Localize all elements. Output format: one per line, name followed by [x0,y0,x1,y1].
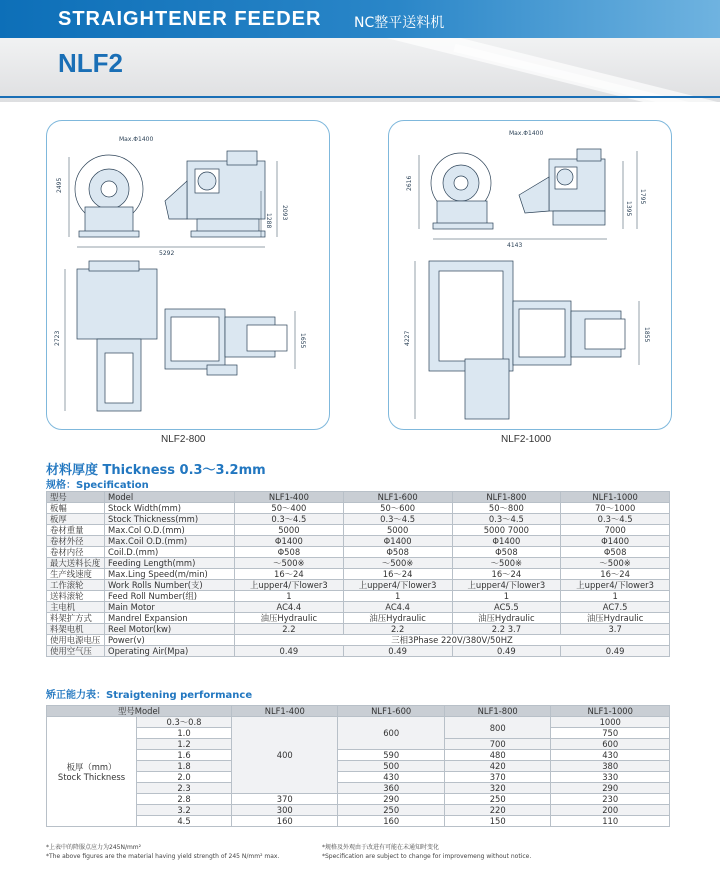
spec-row [47,569,670,580]
spec-row-cn: 料架扩方式 [47,613,105,624]
dim-coil-left: Max.Φ1400 [119,136,154,143]
spec-row-cn: 生产线速度 [47,569,105,580]
perf-row-label-cn: 板厚（mm） [66,761,117,772]
spec-cell: 上upper4/下lower3 [452,580,561,591]
perf-cell: 290 [338,794,444,805]
note-left [46,843,279,861]
spec-row-en: Stock Thickness(mm) [105,514,235,525]
spec-row-en: Reel Motor(kw) [105,624,235,635]
perf-cell: 360 [338,783,444,794]
perf-cell: 200 [551,805,670,816]
perf-cell: 110 [551,816,670,827]
spec-cell: Φ1400 [452,536,561,547]
spec-cell: 5000 7000 [452,525,561,536]
perf-cell: 480 [444,750,550,761]
spec-row-merged-value: 三相3Phase 220V/380V/50HZ [235,635,670,646]
perf-thickness: 1.0 [137,728,232,739]
performance-heading: 矫正能力表：Straigtening performance [46,690,253,701]
spec-row [47,591,670,602]
machine-drawing-right [389,121,673,431]
dim-w1-right: 4227 [404,330,411,346]
spec-cell: ～500※ [561,558,670,569]
spec-cell: 16～24 [561,569,670,580]
perf-row [47,761,670,772]
spec-cell: 1 [452,591,561,602]
perf-cell: 330 [551,772,670,783]
dim-h3-left: 1288 [265,213,272,229]
spec-row-en: Power(v) [105,635,235,646]
spec-cell: 2.2 [343,624,452,635]
perf-cell: 500 [338,761,444,772]
spec-cell: Φ508 [343,547,452,558]
header-title: STRAIGHTENER FEEDER [58,8,322,30]
note-left-en: *The above figures are the material having yield strength of 245 N/mm² max. [46,853,280,860]
dim-h2-left: 2093 [281,205,288,221]
spec-cell: 5000 [343,525,452,536]
perf-row-label [47,717,137,827]
spec-row-cn: 送料滚轮 [47,591,105,602]
dim-h2-right: 1395 [625,201,632,217]
spec-row [47,514,670,525]
perf-cell: 700 [444,739,550,750]
spec-cell: 0.49 [561,646,670,657]
spec-cell: 0.3～4.5 [343,514,452,525]
spec-row-cn: 工作滚轮 [47,580,105,591]
spec-row-en: Max.Coil O.D.(mm) [105,536,235,547]
spec-cell: 3.7 [561,624,670,635]
perf-cell: 220 [444,805,550,816]
note-right [322,843,531,861]
perf-cell: 750 [551,728,670,739]
header-rule [0,96,720,98]
drawing-caption-right: NLF2-1000 [501,434,552,445]
spec-cell: Φ1400 [235,536,344,547]
note-right-cn: *规格及外观由于改进有可能在未通知时变化 [322,844,440,851]
drawing-panel-right [388,120,672,445]
perf-cell: 1000 [551,717,670,728]
spec-cell: 16～24 [452,569,561,580]
header-subtitle: NC整平送料机 [354,15,445,31]
spec-row [47,646,670,657]
perf-col-header: NLF1-400 [232,706,338,717]
spec-cell: 50～600 [343,503,452,514]
spec-row-en: Operating Air(Mpa) [105,646,235,657]
spec-cell: 油压Hydraulic [343,613,452,624]
spec-cell: 1 [235,591,344,602]
dim-len-left: 5292 [159,250,175,257]
spec-cell: 50～400 [235,503,344,514]
perf-cell: 160 [232,816,338,827]
spec-row [47,624,670,635]
perf-header-row [47,706,670,717]
spec-cell: 0.3～4.5 [561,514,670,525]
dim-w2-right: 1855 [643,327,650,343]
perf-cell: 370 [232,794,338,805]
perf-row [47,772,670,783]
perf-cell: 430 [338,772,444,783]
spec-cell: 16～24 [235,569,344,580]
perf-cell: 290 [551,783,670,794]
spec-row [47,536,670,547]
drawing-caption-left: NLF2-800 [161,434,206,445]
spec-cell: 16～24 [343,569,452,580]
spec-cell: 0.3～4.5 [452,514,561,525]
spec-row-cn: 卷材重量 [47,525,105,536]
perf-cell-merged: 800 [444,717,550,739]
spec-row-en: Coil.D.(mm) [105,547,235,558]
spec-col-cn: 型号 [47,492,105,503]
spec-col-en: Model [105,492,235,503]
spec-heading: 材料厚度 Thickness 0.3～3.2mm [46,463,266,478]
spec-row-cn: 主电机 [47,602,105,613]
spec-cell: 0.3～4.5 [235,514,344,525]
spec-cell: 2.2 [235,624,344,635]
perf-row [47,805,670,816]
perf-thickness: 1.8 [137,761,232,772]
machine-drawing-left [47,121,331,431]
perf-thickness: 2.3 [137,783,232,794]
drawing-panel-left [46,120,330,445]
spec-row-cn: 最大送料长度 [47,558,105,569]
perf-row [47,816,670,827]
spec-row-en: Max.Col O.D.(mm) [105,525,235,536]
perf-cell: 250 [444,794,550,805]
perf-row [47,717,670,728]
spec-cell: 上upper4/下lower3 [235,580,344,591]
spec-cell: Φ508 [235,547,344,558]
spec-row-cn: 板厚 [47,514,105,525]
perf-col-header: NLF1-1000 [551,706,670,717]
spec-cell: 油压Hydraulic [235,613,344,624]
spec-cell: 上upper4/下lower3 [343,580,452,591]
dim-w1-left: 2723 [54,330,61,346]
perf-cell: 430 [551,750,670,761]
spec-row [47,558,670,569]
perf-cell: 250 [338,805,444,816]
spec-row [47,547,670,558]
spec-cell: 50～800 [452,503,561,514]
perf-col-model: 型号Model [47,706,232,717]
spec-cell: Φ1400 [561,536,670,547]
perf-cell: 590 [338,750,444,761]
spec-cell: 油压Hydraulic [452,613,561,624]
spec-row-en: Stock Width(mm) [105,503,235,514]
spec-cell: 70～1000 [561,503,670,514]
spec-col-model: NLF1-400 [235,492,344,503]
spec-cell: 上upper4/下lower3 [561,580,670,591]
dim-h1-left: 2495 [56,177,63,193]
spec-cell: AC7.5 [561,602,670,613]
spec-cell: 2.2 3.7 [452,624,561,635]
dim-h3-right: 1795 [639,189,646,205]
note-left-cn: *上表中的降服点应力为245N/mm² [46,844,142,851]
dim-coil-right: Max.Φ1400 [509,130,544,137]
spec-cell: 0.49 [235,646,344,657]
spec-row [47,602,670,613]
perf-thickness: 1.6 [137,750,232,761]
dim-h1-right: 2616 [406,175,413,191]
perf-thickness: 3.2 [137,805,232,816]
spec-cell: 5000 [235,525,344,536]
spec-row-en: Main Motor [105,602,235,613]
spec-row-en: Mandrel Expansion [105,613,235,624]
perf-row [47,750,670,761]
perf-cell-merged: 600 [338,717,444,750]
perf-cell: 300 [232,805,338,816]
spec-cell: ～500※ [452,558,561,569]
perf-thickness: 2.0 [137,772,232,783]
spec-row-cn: 卷材内径 [47,547,105,558]
perf-thickness: 2.8 [137,794,232,805]
spec-cell: Φ508 [452,547,561,558]
spec-row-cn: 使用空气压 [47,646,105,657]
spec-row-cn: 使用电源电压 [47,635,105,646]
spec-cell: 1 [343,591,452,602]
perf-cell: 420 [444,761,550,772]
spec-cell: Φ508 [561,547,670,558]
perf-row-label-en: Stock Thickness [57,771,126,782]
perf-row [47,794,670,805]
perf-col-header: NLF1-600 [338,706,444,717]
spec-cell: ～500※ [343,558,452,569]
spec-cell: AC4.4 [235,602,344,613]
spec-row-cn: 卷材外径 [47,536,105,547]
spec-subheading: 规格：Specification [46,480,149,491]
spec-col-model: NLF1-1000 [561,492,670,503]
perf-col-header: NLF1-800 [444,706,550,717]
perf-thickness: 0.3～0.8 [137,717,232,728]
perf-thickness: 1.2 [137,739,232,750]
spec-row-en: Feeding Length(mm) [105,558,235,569]
perf-cell: 320 [444,783,550,794]
perf-row [47,783,670,794]
perf-cell: 380 [551,761,670,772]
dim-len-right: 4143 [507,242,523,249]
spec-row [47,503,670,514]
perf-cell-merged: 400 [232,717,338,794]
spec-cell: AC5.5 [452,602,561,613]
spec-row [47,635,670,646]
spec-cell: 1 [561,591,670,602]
model-title: NLF2 [58,48,123,78]
note-right-en: *Specification are subject to change for improvemeng without notice. [322,853,532,860]
spec-cell: 油压Hydraulic [561,613,670,624]
spec-row-cn: 板幅 [47,503,105,514]
spec-cell: AC4.4 [343,602,452,613]
perf-cell: 370 [444,772,550,783]
spec-cell: 7000 [561,525,670,536]
spec-cell: 0.49 [343,646,452,657]
spec-table [46,491,670,657]
performance-table [46,705,670,827]
spec-row [47,613,670,624]
spec-col-model: NLF1-800 [452,492,561,503]
perf-cell: 160 [338,816,444,827]
spec-header-row [47,492,670,503]
spec-cell: ～500※ [235,558,344,569]
perf-cell: 230 [551,794,670,805]
perf-cell: 600 [551,739,670,750]
spec-row-en: Max.Ling Speed(m/min) [105,569,235,580]
perf-cell: 150 [444,816,550,827]
spec-row-en: Feed Roll Number(组) [105,591,235,602]
spec-col-model: NLF1-600 [343,492,452,503]
spec-row [47,580,670,591]
spec-row [47,525,670,536]
spec-row-en: Work Rolls Number(支) [105,580,235,591]
spec-cell: Φ1400 [343,536,452,547]
perf-thickness: 4.5 [137,816,232,827]
spec-row-cn: 料架电机 [47,624,105,635]
dim-w2-left: 1655 [299,333,306,349]
spec-cell: 0.49 [452,646,561,657]
